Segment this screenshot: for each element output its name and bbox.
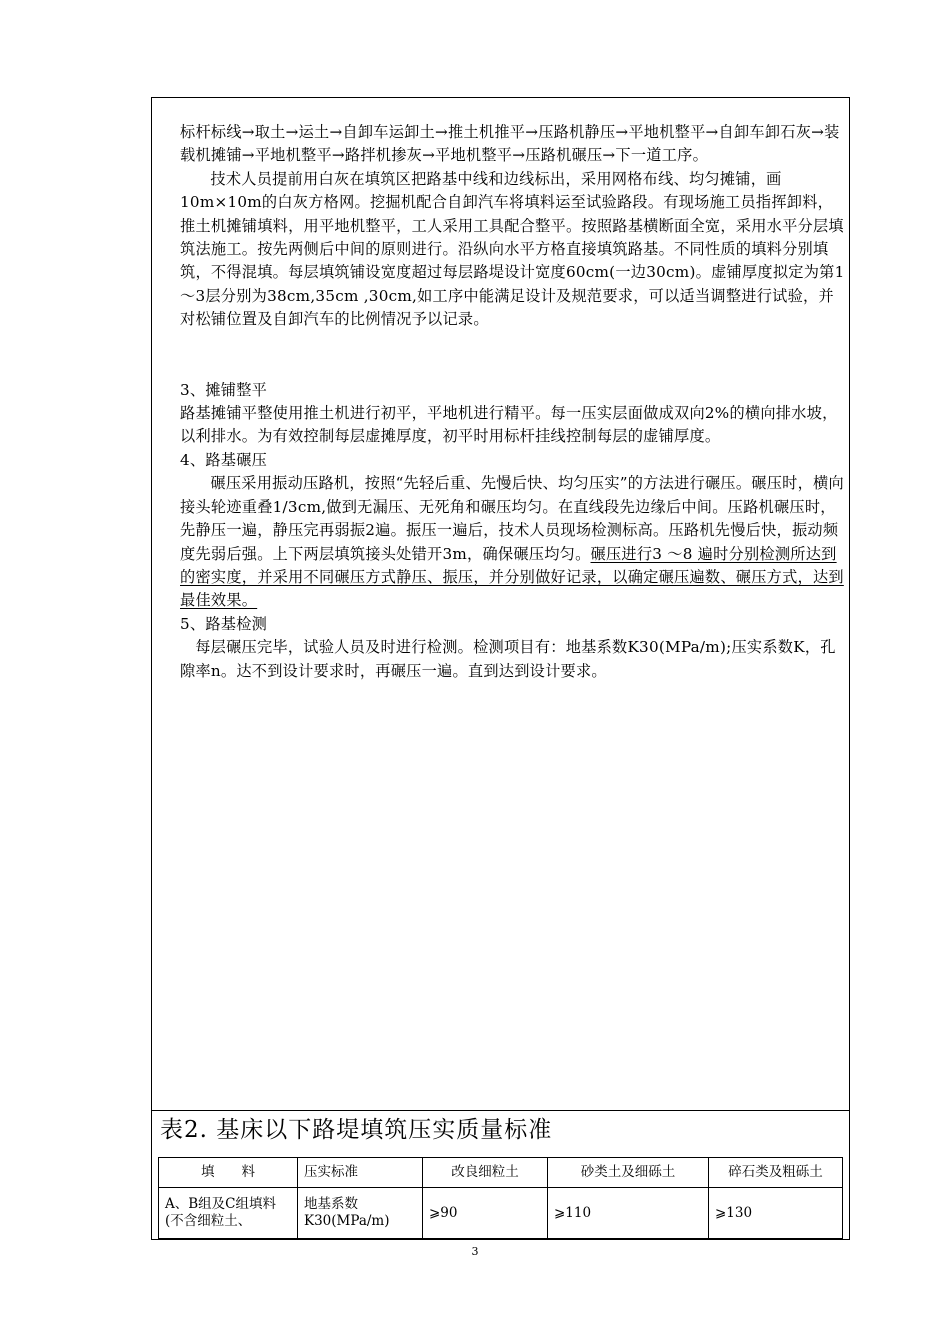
cell-standard: 地基系数K30(MPa/m) <box>298 1188 423 1239</box>
cell-improved-fine: ⩾90 <box>423 1188 548 1239</box>
header-standard: 压实标准 <box>298 1158 423 1188</box>
header-sand-gravel: 砂类土及细砾土 <box>548 1158 709 1188</box>
compaction-text: 碾压采用振动压路机，按照“先轻后重、先慢后快、均匀压实”的方法进行碾压。碾压时，横向接头轮迹重叠1/3cm,做到无漏压、无死角和碾压均匀。在直线段先边缘后中间。压路机碾压时，先静压一遍，静压完再弱振2遍。振压一遍后，技术人员现场检测标高。压路机先慢后快，振动频度先弱后强。上下两层填筑接头处错开3m，确保碾压均匀。 <box>180 474 844 563</box>
paving-method-paragraph: 技术人员提前用白灰在填筑区把路基中线和边线标出，采用网格布线、均匀摊铺，画10m×10m的白灰方格网。挖掘机配合自卸汽车将填料运至试验路段。有现场施工员指挥卸料，推土机摊铺填料，用平地机整平，工人采用工具配合整平。按照路基横断面全宽，采用水平分层填筑法施工。按先两侧后中间的原则进行。沿纵向水平方格直接填筑路基。不同性质的填料分别填筑，不得混填。每层填筑铺设宽度超过每层路堤设计宽度60cm(一边30cm)。虚铺厚度拟定为第1～3层分别为38cm,35cm ,30cm,如工序中能满足设计及规范要求，可以适当调整进行试验，并对松铺位置及自卸汽车的比例情况予以记录。 <box>180 169 845 329</box>
section-heading-4: 4、路基碾压 <box>180 450 268 469</box>
section-heading-5: 5、路基检测 <box>180 614 268 633</box>
page-number: 3 <box>471 1245 479 1258</box>
header-crushed-stone: 碎石类及粗砾土 <box>709 1158 843 1188</box>
table-row <box>159 1188 843 1239</box>
cell-sand-gravel: ⩾110 <box>548 1188 709 1239</box>
cell-filler: A、B组及C组填料(不含细粒土、 <box>159 1188 298 1239</box>
body-text <box>180 121 845 683</box>
table-divider <box>151 1110 850 1111</box>
compaction-paragraph <box>180 472 845 612</box>
compaction-underlined-text: 碾压进行3 ～8 遍时分别检测所达到的密实度，并采用不同碾压方式静压、振压，并分别做好记录，以确定碾压遍数、碾压方式，达到最佳效果。 <box>180 544 844 610</box>
table-header-row <box>159 1158 843 1188</box>
header-improved-fine: 改良细粒土 <box>423 1158 548 1188</box>
header-filler: 填 料 <box>159 1158 298 1188</box>
compaction-standard-table <box>158 1157 843 1239</box>
section-heading-3: 3、摊铺整平 <box>180 380 268 399</box>
testing-paragraph: 每层碾压完毕，试验人员及时进行检测。检测项目有：地基系数K30(MPa/m);压实系数K，孔隙率n。达不到设计要求时，再碾压一遍。直到达到设计要求。 <box>180 638 836 680</box>
cell-crushed-stone: ⩾130 <box>709 1188 843 1239</box>
leveling-paragraph: 路基摊铺平整使用推土机进行初平，平地机进行精平。每一压实层面做成双向2%的横向排水坡，以利排水。为有效控制每层虚摊厚度，初平时用标杆挂线控制每层的虚铺厚度。 <box>180 404 838 446</box>
table-title: 表2. 基床以下路堤填筑压实质量标准 <box>160 1117 553 1143</box>
process-flow-paragraph: 标杆标线→取土→运土→自卸车运卸土→推土机推平→压路机静压→平地机整平→自卸车卸石灰→装载机摊铺→平地机整平→路拌机掺灰→平地机整平→压路机碾压→下一道工序。 <box>180 123 840 165</box>
